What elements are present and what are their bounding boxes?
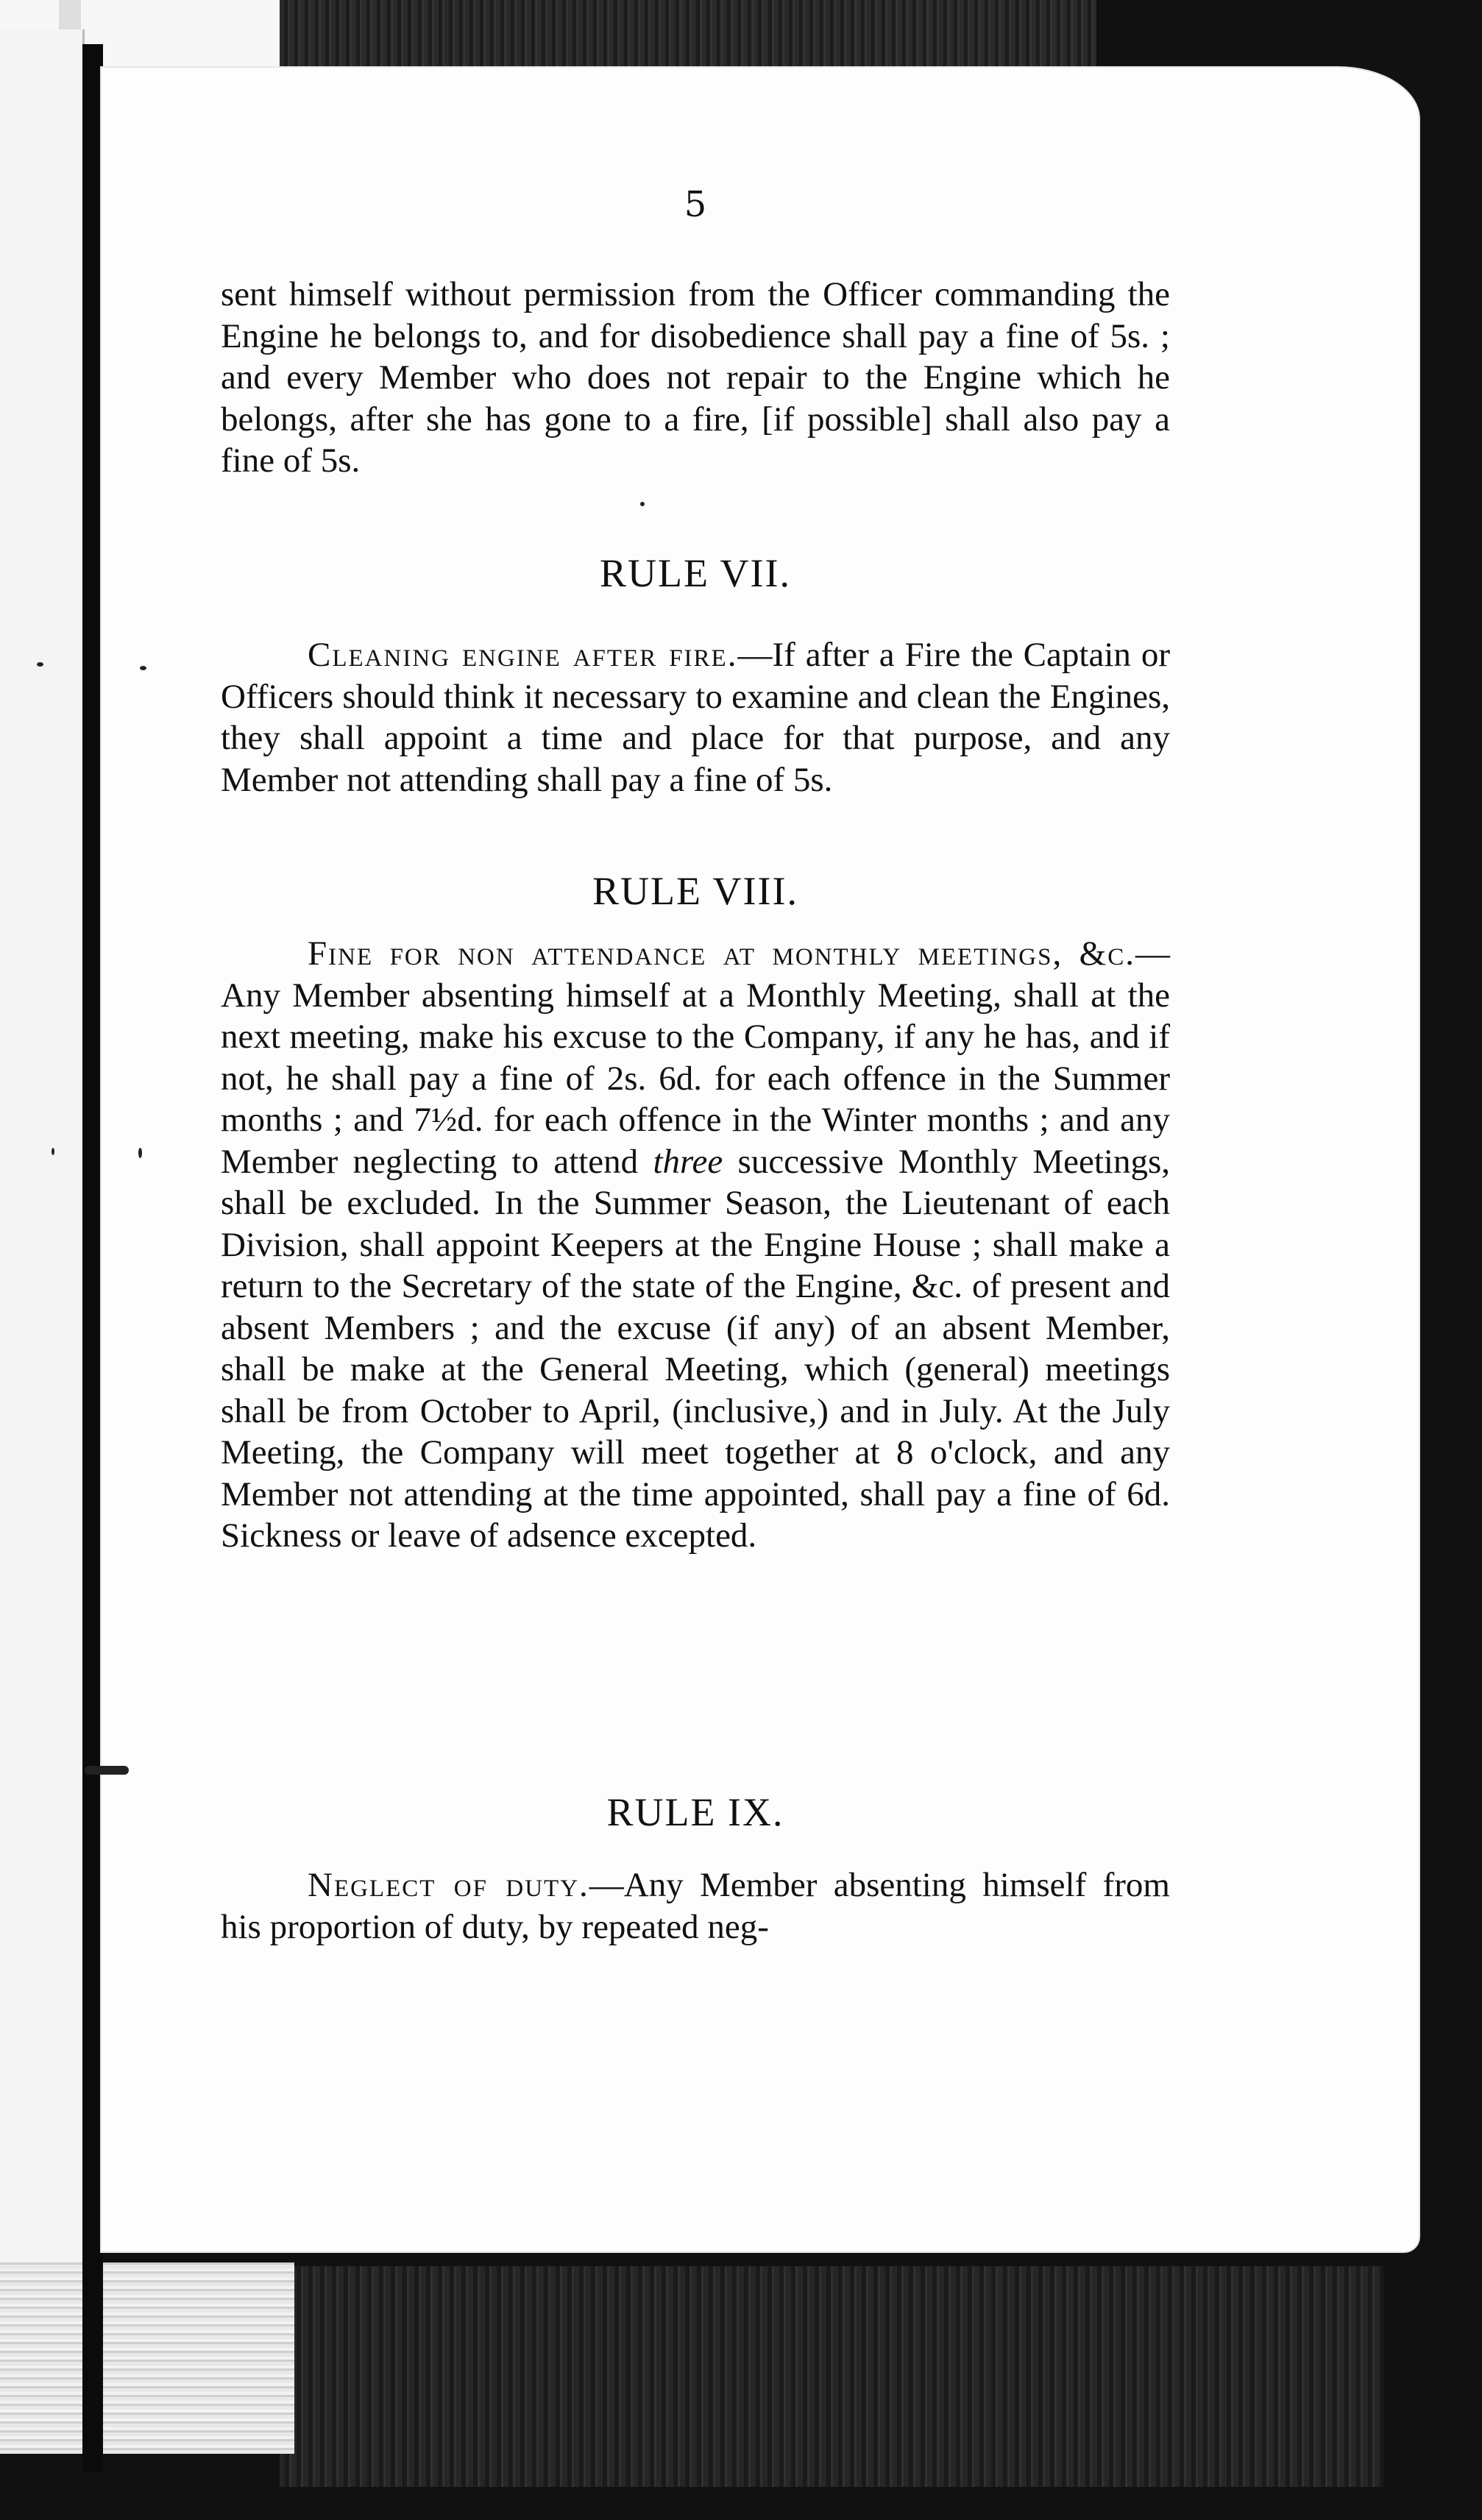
- rule-ix-heading: RULE IX.: [606, 1790, 784, 1834]
- rule-vii-paragraph: [221, 634, 1170, 801]
- scan-background-bottom: [280, 2266, 1383, 2487]
- rule-ix-body: —Any Member absenting himself from his proportion of duty, by repeated neg-: [221, 1866, 1170, 1946]
- scan-background-top: [280, 0, 1096, 70]
- facing-page-edge: [0, 29, 85, 2266]
- facing-page-bottom-edge: [0, 2262, 294, 2454]
- page-number: 5: [684, 184, 707, 225]
- rule-viii-body-part1: —Any Member absenting himself at a Monthly Meeting, shall at the next meeting, make his excuse to the Company, if any he has, and if not, he shall pay a fine of 2s. 6d. for each offence in the Summer months ; and 7½d. for each offence in the Winter months ; and any Member neglecting to attend: [221, 934, 1170, 1181]
- rule-ix-paragraph: [221, 1864, 1170, 1948]
- rule-vii-title: Cleaning engine after fire.: [308, 636, 738, 674]
- book-spine: [82, 44, 103, 2472]
- rule-vii-heading: RULE VII.: [600, 551, 791, 595]
- opening-paragraph: sent himself without permission from the Officer commanding the Engine he belongs to, and for disobedience shall pay a fine of 5s. ; and every Member who does not repair to the Engine which he belongs, after she has gone to a fire, [if possible] shall also pay a fine of 5s.: [221, 275, 1170, 480]
- rule-viii-paragraph: [221, 933, 1170, 1557]
- rule-vii-body: —If after a Fire the Captain or Officers should think it necessary to examine and clean the Engines, they shall appoint a time and place for that purpose, and any Member not attending shall pay a fine of 5s.: [221, 636, 1170, 799]
- rule-viii-emphasis: three: [653, 1142, 723, 1181]
- rule-ix-title: Neglect of duty.: [308, 1866, 589, 1904]
- rule-viii-body-part2: successive Monthly Meetings, shall be excluded. In the Summer Season, the Lieutenant of each Division, shall appoint Keepers at the Engine House ; shall make a return to the Secretary of the state of the Engine, &c. of present and absent Members ; and the excuse (if any) of an absent Member, shall be make at the General Meeting, which (general) meetings shall be from October to April, (inclusive,) and in July. At the July Meeting, the Company will meet together at 8 o'clock, and any Member not attending at the time appointed, shall pay a fine of 6d. Sickness or leave of adsence excepted.: [221, 1142, 1171, 1555]
- rule-viii-heading: RULE VIII.: [592, 869, 798, 913]
- rule-viii-title: Fine for non attendance at monthly meetings, &c.: [308, 934, 1135, 973]
